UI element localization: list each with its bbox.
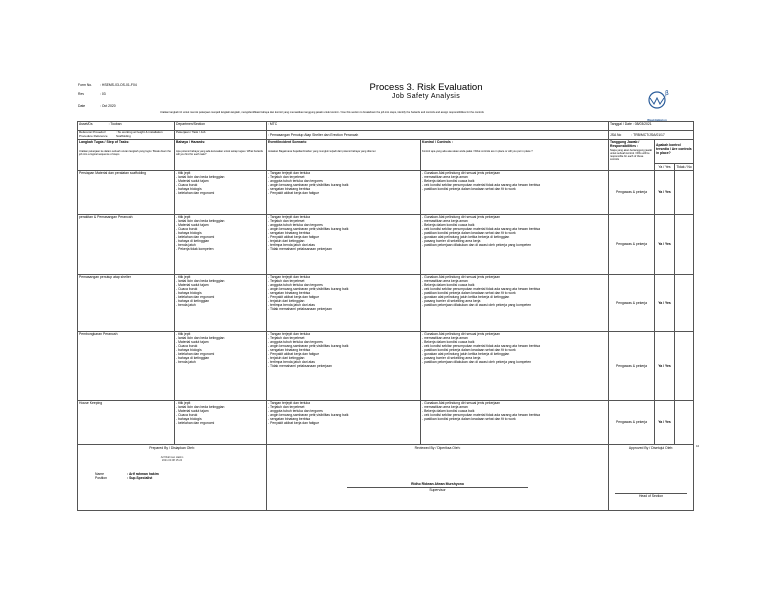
yes-cell: Ya / Yes bbox=[655, 332, 675, 401]
list-item: - lantai licin dan beda ketinggian bbox=[176, 336, 225, 341]
list-item: - Material sudut tajam bbox=[176, 409, 209, 414]
yes-column-label: Ya / Yes bbox=[655, 164, 675, 171]
list-item: - angin kencang,sambaran petir,visibilitas kurang baik bbox=[268, 227, 349, 232]
list-item: - Cuaca buruk bbox=[176, 227, 198, 232]
list-item: - sengatan binatang berbisa bbox=[268, 348, 311, 353]
list-item: - gunakan alat pelindung jatuh ketika bekerja di ketinggian bbox=[422, 235, 510, 240]
asset-value: : Tooban bbox=[108, 122, 122, 126]
list-item: - lantai licin dan beda ketinggian bbox=[176, 175, 225, 180]
jsa-value: : TRB/MCT/JSA/01/17 bbox=[631, 133, 665, 137]
list-item: - titik jepit bbox=[176, 171, 191, 175]
hazard-column-desc: Apa potensi bahaya yang ada kerusakan untuk setiap tugas / What hazards will you find for each task? bbox=[176, 150, 263, 157]
control-cell bbox=[421, 275, 609, 332]
instruction-text: Uraikan langkah tiri untuk memisi pekerjaan menjadi langkah-langkah, mengidentifikasi bahaya dan kontrol yang memastikan tanggung jawab untuk kontrol. / Use this section to breakdown the job into steps, identify the hazards and controls and assign responsibilities for the controls bbox=[160, 111, 484, 114]
list-item: - pasang barrier di sekeliling area kerja bbox=[422, 299, 481, 304]
list-item: - bahaya biologis bbox=[176, 187, 202, 192]
control-cell bbox=[421, 171, 609, 215]
list-item: - sengatan binatang berbisa bbox=[268, 291, 311, 296]
table-row bbox=[78, 275, 694, 332]
prepared-stamp-name: Arif Rahman Hakim bbox=[160, 456, 184, 460]
signature-row bbox=[78, 445, 694, 511]
list-item: - angin kencang,sambaran petir,visibilitas kurang baik bbox=[268, 287, 349, 292]
list-item: - Terjatuh dan terpeleset bbox=[268, 279, 305, 284]
hazard-cell bbox=[175, 215, 267, 275]
form-no-label: Form No. bbox=[78, 83, 93, 87]
list-item: - Gunakan Alat pelindung diri sesuai jenis pekerjaan bbox=[422, 215, 501, 219]
control-cell bbox=[421, 401, 609, 445]
approved-by-label: Approved By / Disetujui Oleh: bbox=[628, 446, 674, 450]
company-logo bbox=[637, 89, 677, 122]
dept-value: : MTC bbox=[267, 122, 609, 131]
control-column-desc: Kontrol apa yang ada atau akan anda pakai / What controls are in place or will you put in place ? bbox=[422, 150, 533, 154]
list-item: - Terjatuh dan terpeleset bbox=[268, 336, 305, 341]
list-item: - memastikan area kerja aman bbox=[422, 219, 468, 224]
list-item: - Material sudut tajam bbox=[176, 340, 209, 345]
list-item: - Terjatuh dan terpeleset bbox=[268, 405, 305, 410]
asset-label: Asset/Ds bbox=[79, 122, 93, 126]
list-item: - bahaya di ketinggian bbox=[176, 299, 210, 304]
ref-label: Referensi Prosedur/ Procedure Reference bbox=[79, 130, 108, 138]
waskita-logo-icon bbox=[637, 89, 677, 117]
list-item: - Penyakit akibat kerja dan fatigue bbox=[268, 421, 320, 426]
step-column-desc: Uraikan pekerjaan ke dalam sebuah urutan langkah yang logis / Break down the job into a logical sequence of steps bbox=[79, 150, 171, 157]
resp-column-title: Tanggung Jawab / Responsibilities : bbox=[610, 140, 640, 149]
list-item: - sengatan binatang berbisa bbox=[268, 231, 311, 236]
step-cell: Pemasangan penutup atap shelter bbox=[78, 275, 175, 332]
control-cell bbox=[421, 332, 609, 401]
hazard-cell bbox=[175, 275, 267, 332]
table-row bbox=[78, 401, 694, 445]
list-item: - bahaya biologis bbox=[176, 348, 202, 353]
list-item: - Penyakit akibat kerja dan fatigue bbox=[268, 235, 320, 240]
list-item: - Gunakan Alat pelindung diri sesuai jenis pekerjaan bbox=[422, 332, 501, 336]
list-item: - Terjatuh dan terpeleset bbox=[268, 175, 305, 180]
list-item: - Bekerja dalam kondisi cuaca baik bbox=[422, 409, 475, 414]
list-item: - Bekerja dalam kondisi cuaca baik bbox=[422, 179, 475, 184]
list-item: - kelelahan dan ergonomi bbox=[176, 295, 215, 300]
list-item: - pasang barrier di sekeliling area kerja bbox=[422, 356, 481, 361]
list-item: - pastikan kondisi pekerja dalam keadaan sehat dan fit to work bbox=[422, 231, 516, 236]
list-item: - Cuaca buruk bbox=[176, 287, 198, 292]
event-cell bbox=[267, 215, 421, 275]
list-item: - Tidak memahami pelaksanaan pekerjaan bbox=[268, 307, 332, 312]
event-cell bbox=[267, 275, 421, 332]
list-item: - Tangan terjepit dan terluka bbox=[268, 332, 310, 336]
list-item: - Bekerja dalam kondisi cuaca baik bbox=[422, 283, 475, 288]
list-item: - terjatuh dari ketinggian bbox=[268, 356, 305, 361]
yes-cell: Ya / Yes bbox=[655, 215, 675, 275]
list-item: - anggota tubuh terluka dan tergores bbox=[268, 283, 323, 288]
list-item: - anggota tubuh terluka dan tergores bbox=[268, 340, 323, 345]
no-cell bbox=[675, 215, 694, 275]
control-column-title: Kontrol / Controls : bbox=[422, 140, 453, 144]
list-item: - anggota tubuh terluka dan tergores bbox=[268, 223, 323, 228]
list-item: - gunakan alat pelindung jatuh ketika bekerja di ketinggian bbox=[422, 352, 510, 357]
table-row bbox=[78, 171, 694, 215]
list-item: - cek kondisi sekitar penumpukan material tidak ada sarang ata hewan berbisa bbox=[422, 344, 540, 349]
list-item: - titik jepit bbox=[176, 275, 191, 279]
step-column-title: Langkah Tugas / Step of Tasks: bbox=[79, 140, 130, 144]
no-cell bbox=[675, 275, 694, 332]
resp-cell: Pengawas & pekerja bbox=[609, 401, 655, 445]
approver-position: Head of Section bbox=[615, 493, 687, 498]
list-item: - kelelahan dan ergonomi bbox=[176, 352, 215, 357]
list-item: - Tangan terjepit dan terluka bbox=[268, 171, 310, 175]
resp-cell: Pengawas & pekerja bbox=[609, 171, 655, 215]
hazard-column-title: Bahaya / Hazards: bbox=[176, 140, 206, 144]
column-header-row bbox=[78, 140, 694, 164]
list-item: - memastikan area kerja aman bbox=[422, 279, 468, 284]
table-row bbox=[78, 215, 694, 275]
list-item: - lantai licin dan beda ketinggian bbox=[176, 219, 225, 224]
list-item: - sengatan binatang berbisa bbox=[268, 417, 311, 422]
check-column-title: Apakah kontrol tersedia / Are controls in place? bbox=[655, 140, 694, 164]
list-item: - lantai licin dan beda ketinggian bbox=[176, 279, 225, 284]
hazard-cell bbox=[175, 401, 267, 445]
list-item: - Cuaca buruk bbox=[176, 344, 198, 349]
list-item: - pastikan pekerjaan dilakukan dan di awasi oleh pekerja yang kompeten bbox=[422, 243, 532, 248]
table-row bbox=[78, 332, 694, 401]
logo-text: WaskitaBeton bbox=[647, 118, 667, 122]
list-item: - bahaya di ketinggian bbox=[176, 239, 210, 244]
list-item: - kelelahan dan ergonomi bbox=[176, 191, 215, 196]
yes-cell: Ya / Yes bbox=[655, 171, 675, 215]
list-item: - pastikan pekerjaan dilakukan dan di awasi oleh pekerja yang kompeten bbox=[422, 303, 532, 308]
list-item: - Pekerja tidak kompeten bbox=[176, 247, 214, 252]
jsa-sheet bbox=[77, 82, 700, 533]
list-item: - Bekerja dalam kondisi cuaca baik bbox=[422, 223, 475, 228]
resp-column-desc: Siapa yang akan bertanggung jawab untuk sebuah kontrol / Who will be responsible for each of these controls bbox=[610, 149, 653, 162]
position-label: Position bbox=[95, 476, 108, 481]
step-cell: Pembongkaran Perancah bbox=[78, 332, 175, 401]
prepared-by-label: Prepared By / Disiapkan Oleh: bbox=[149, 446, 195, 450]
resp-cell: Pengawas & pekerja bbox=[609, 275, 655, 332]
date-value: : Oct 2020 bbox=[100, 104, 116, 108]
step-cell: perakitan & Pemasangan Perancah bbox=[78, 215, 175, 275]
list-item: - Tangan terjepit dan terluka bbox=[268, 401, 310, 405]
date-field-value: : 08/03/2021 bbox=[632, 122, 652, 126]
date-field-label: Tanggal / Date bbox=[610, 122, 632, 126]
list-item: - pastikan pekerjaan dilakukan dan di awasi oleh pekerja yang kompeten bbox=[422, 360, 532, 365]
list-item: - bahaya biologis bbox=[176, 417, 202, 422]
list-item: - bahaya biologis bbox=[176, 291, 202, 296]
control-cell bbox=[421, 215, 609, 275]
list-item: - kelelahan dan ergonomi bbox=[176, 235, 215, 240]
list-item: - lantai licin dan beda ketinggian bbox=[176, 405, 225, 410]
list-item: - Material sudut tajam bbox=[176, 223, 209, 228]
reviewer-position: Supervisor bbox=[347, 487, 528, 492]
list-item: - cek kondisi sekitar penumpukan material tidak ada sarang ata hewan berbisa bbox=[422, 227, 540, 232]
list-item: - pastikan kondisi pekerja dalam keadaan sehat dan fit to work bbox=[422, 417, 516, 422]
resp-cell: Pengawas & pekerja bbox=[609, 215, 655, 275]
list-item: - cek kondisi sekitar penumpukan material tidak ada sarang ata hewan berbisa bbox=[422, 287, 540, 292]
list-item: - sengatan binatang berbisa bbox=[268, 187, 311, 192]
list-item: - Terjatuh dan terpeleset bbox=[268, 219, 305, 224]
list-item: - benda jatuh bbox=[176, 243, 196, 248]
list-item: - Gunakan Alat pelindung diri sesuai jenis pekerjaan bbox=[422, 401, 501, 405]
list-item: - terjatuh dari ketinggian bbox=[268, 299, 305, 304]
event-column-desc: Jelaskan Bagaimana Kejadian/Insiden yang mungkin terjadi dari potensi bahaya yang ditemui bbox=[268, 150, 376, 154]
list-item: - benda jatuh bbox=[176, 360, 196, 365]
rev-value: : 03 bbox=[100, 92, 106, 96]
list-item: - angin kencang,sambaran petir,visibilitas kurang baik bbox=[268, 183, 349, 188]
header-table bbox=[77, 83, 693, 121]
list-item: - benda jatuh bbox=[176, 303, 196, 308]
list-item: - cek kondisi sekitar penumpukan material tidak ada sarang ata hewan berbisa bbox=[422, 413, 540, 418]
form-no-value: : HSEMS-03-OS-01-F04 bbox=[100, 83, 137, 87]
no-cell bbox=[675, 401, 694, 445]
dept-label: Departmen/Section bbox=[175, 122, 267, 131]
list-item: - anggota tubuh terluka dan tergores bbox=[268, 409, 323, 414]
list-item: - anggota tubuh terluka dan tergores bbox=[268, 179, 323, 184]
step-cell: Persiapan Material dan peralatan scaffolding bbox=[78, 171, 175, 215]
info-row-2 bbox=[78, 131, 694, 140]
list-item: - Penyakit akibat kerja dan fatigue bbox=[268, 191, 320, 196]
page-title: Process 3. Risk Evaluation bbox=[369, 82, 483, 93]
list-item: - Gunakan Alat pelindung diri sesuai jenis pekerjaan bbox=[422, 171, 501, 175]
list-item: - Cuaca buruk bbox=[176, 183, 198, 188]
list-item: - titik jepit bbox=[176, 401, 191, 405]
list-item: - gunakan alat pelindung jatuh ketika bekerja di ketinggian bbox=[422, 295, 510, 300]
name-label: Name bbox=[95, 472, 105, 477]
date-label: Date bbox=[78, 104, 86, 108]
list-item: - Penyakit akibat kerja dan fatigue bbox=[268, 352, 320, 357]
list-item: - Tidak memahami pelaksanaan pekerjaan bbox=[268, 364, 332, 369]
resp-cell: Pengawas & pekerja bbox=[609, 332, 655, 401]
list-item: - pastikan kondisi pekerja dalam keadaan sehat dan fit to work bbox=[422, 348, 516, 353]
list-item: - Material sudut tajam bbox=[176, 179, 209, 184]
list-item: - titik jepit bbox=[176, 215, 191, 219]
list-item: - Cuaca buruk bbox=[176, 413, 198, 418]
event-cell bbox=[267, 171, 421, 215]
yes-cell: Ya / Yes bbox=[655, 275, 675, 332]
info-row-1 bbox=[78, 122, 694, 131]
list-item: - bahaya di ketinggian bbox=[176, 356, 210, 361]
list-item: - tertimpa benda jatuh dari atas bbox=[268, 243, 315, 248]
list-item: - kelelahan dan ergonomi bbox=[176, 421, 215, 426]
list-item: - Bekerja dalam kondisi cuaca baik bbox=[422, 340, 475, 345]
list-item: - memastikan area kerja aman bbox=[422, 336, 468, 341]
job-label: Pekerjaan / Task / Job bbox=[175, 131, 267, 140]
list-item: - pastikan kondisi pekerja dalam keadaan sehat dan fit to work bbox=[422, 187, 516, 192]
step-cell: House Keeping bbox=[78, 401, 175, 445]
list-item: - Penyakit akibat kerja dan fatigue bbox=[268, 295, 320, 300]
page-subtitle: Job Safety Analysis bbox=[391, 93, 461, 100]
list-item: - angin kencang,sambaran petir,visibilitas kurang baik bbox=[268, 344, 349, 349]
no-cell bbox=[675, 171, 694, 215]
yes-cell: Ya / Yes bbox=[655, 401, 675, 445]
svg-text:β: β bbox=[665, 90, 669, 97]
job-value: : Pemasangan Penutup Atap Shelter dan Erection Perancah bbox=[267, 131, 609, 140]
reviewed-by-label: Reviewed By / Diperiksa Oleh: bbox=[414, 446, 461, 450]
rev-label: Rev bbox=[78, 92, 85, 96]
event-cell bbox=[267, 332, 421, 401]
reviewer-name: Ridho Ridwan Afwan Murshyono bbox=[411, 482, 464, 487]
no-cell bbox=[675, 332, 694, 401]
list-item: - tertimpa benda jatuh dari atas bbox=[268, 303, 315, 308]
list-item: - Tidak memahami pelaksanaan pekerjaan bbox=[268, 247, 332, 252]
list-item: - bahaya biologis bbox=[176, 231, 202, 236]
list-item: - memastikan area kerja aman bbox=[422, 405, 468, 410]
event-cell bbox=[267, 401, 421, 445]
page-mark: 10 bbox=[696, 445, 700, 448]
list-item: - angin kencang,sambaran petir,visibilitas kurang baik bbox=[268, 413, 349, 418]
list-item: - titik jepit bbox=[176, 332, 191, 336]
position-value: : Sup.Specialist bbox=[127, 476, 153, 481]
list-item: - Tangan terjepit dan terluka bbox=[268, 215, 310, 219]
prepared-stamp-date: 2021.03.08 15:24 bbox=[161, 459, 183, 463]
list-item: - pasang barrier di sekeliling area kerja bbox=[422, 239, 481, 244]
no-column-label: Tidak / No bbox=[676, 164, 692, 169]
hazard-cell bbox=[175, 332, 267, 401]
jsa-table bbox=[77, 121, 700, 511]
event-column-title: Event/Incident Scenario bbox=[268, 140, 307, 144]
hazard-cell bbox=[175, 171, 267, 215]
list-item: - Gunakan Alat pelindung diri sesuai jenis pekerjaan bbox=[422, 275, 501, 279]
list-item: - Material sudut tajam bbox=[176, 283, 209, 288]
list-item: - cek kondisi sekitar penumpukan material tidak ada sarang ata hewan berbisa bbox=[422, 183, 540, 188]
list-item: - terjatuh dari ketinggian bbox=[268, 239, 305, 244]
list-item: - tertimpa benda jatuh dari atas bbox=[268, 360, 315, 365]
list-item: - memastikan area kerja aman bbox=[422, 175, 468, 180]
list-item: - Tangan terjepit dan terluka bbox=[268, 275, 310, 279]
jsa-label: JSA No bbox=[610, 133, 622, 137]
name-value: : Arif rahman hakim bbox=[127, 472, 159, 477]
ref-value: : SL working at height & installation Scaffolding bbox=[116, 130, 163, 138]
list-item: - pastikan kondisi pekerja dalam keadaan sehat dan fit to work bbox=[422, 291, 516, 296]
